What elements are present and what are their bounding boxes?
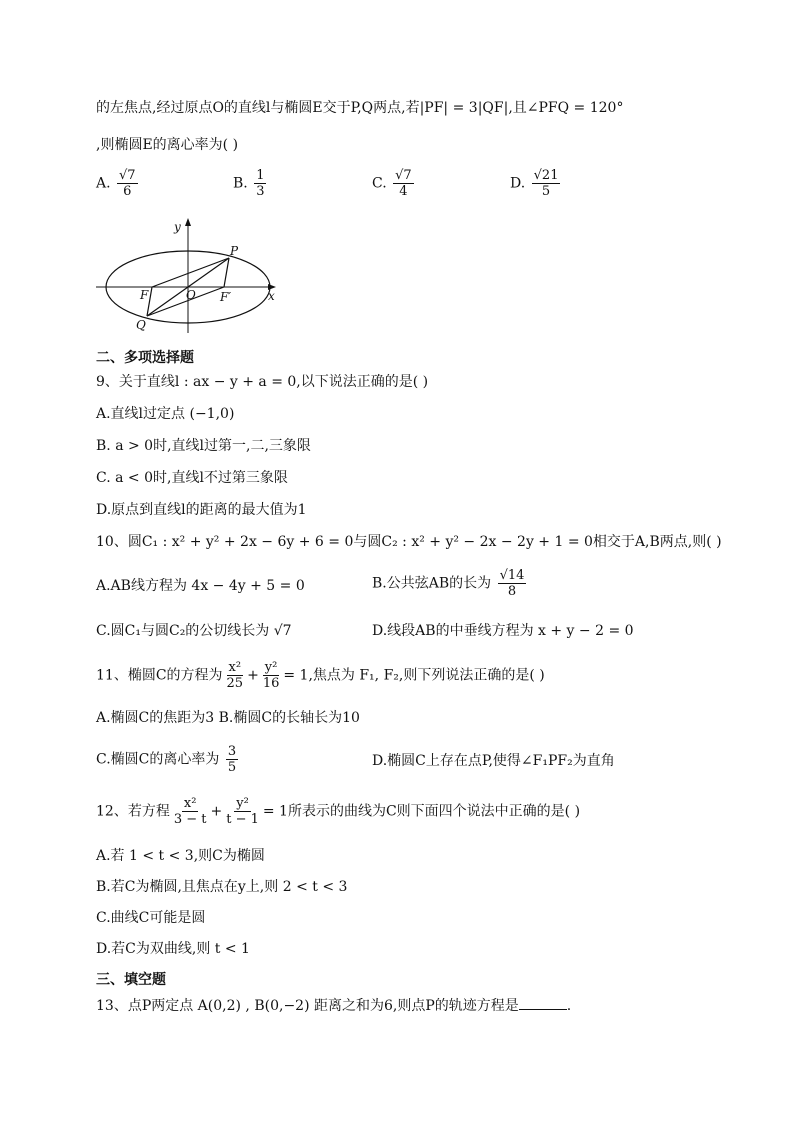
focus-f-label: F — [140, 288, 149, 302]
q9-option-a: A.直线l过定点 (−1,0) — [96, 406, 235, 422]
denominator: 5 — [227, 760, 237, 775]
section-title-fill-in: 三、填空题 — [96, 972, 166, 988]
option-label: A. — [96, 175, 111, 192]
denominator: 6 — [123, 184, 132, 199]
q11-stem-prefix: 11、椭圆C的方程为 — [96, 667, 223, 684]
numerator: x² — [228, 660, 242, 675]
numerator: √14 — [499, 568, 525, 583]
segment-pf-prime — [224, 258, 229, 287]
q9-option-d: D.原点到直线l的距离的最大值为1 — [96, 502, 307, 518]
option-label: D. — [510, 175, 526, 192]
origin-label: O — [186, 288, 196, 302]
y-axis-arrow — [185, 218, 191, 226]
fraction — [224, 796, 261, 827]
denominator: 3 − t — [173, 812, 207, 827]
fraction — [532, 168, 561, 199]
q9-stem: 9、关于直线l : ax − y + a = 0,以下说法正确的是( ) — [96, 374, 429, 390]
q10-option-c: C.圆C₁与圆C₂的公切线长为 √7 — [96, 623, 292, 639]
q11-option-d: D.椭圆C上存在点P,使得∠F₁PF₂为直角 — [372, 753, 615, 769]
fraction — [498, 568, 527, 599]
denominator: 25 — [226, 676, 244, 691]
q8-option-c — [372, 168, 416, 199]
denominator: 4 — [399, 184, 408, 199]
numerator: 1 — [256, 168, 265, 183]
option-label: B. — [233, 175, 248, 192]
denominator: 8 — [507, 584, 517, 599]
denominator: t − 1 — [226, 812, 259, 827]
q13-end: . — [566, 998, 572, 1014]
plus-sign: + — [210, 803, 223, 820]
q10-option-d: D.线段AB的中垂线方程为 x + y − 2 = 0 — [372, 623, 634, 639]
fraction — [261, 660, 282, 691]
fraction — [226, 744, 238, 775]
q10-option-a: A.AB线方程为 4x − 4y + 5 = 0 — [96, 578, 305, 594]
denominator: 16 — [262, 676, 280, 691]
numerator: x² — [183, 796, 197, 811]
q9-option-b: B. a > 0时,直线l过第一,二,三象限 — [96, 438, 311, 454]
y-axis-label: y — [174, 220, 181, 234]
numerator: 3 — [227, 744, 237, 759]
fraction — [172, 796, 209, 827]
q12-option-a: A.若 1 < t < 3,则C为椭圆 — [96, 848, 265, 864]
q12-option-b: B.若C为椭圆,且焦点在y上,则 2 < t < 3 — [96, 879, 348, 895]
q11-stem — [96, 660, 545, 691]
q11-option-c — [96, 744, 240, 775]
fraction — [225, 660, 246, 691]
plus-sign: + — [247, 667, 259, 684]
q8-option-b — [233, 168, 268, 199]
numerator: √7 — [119, 168, 136, 183]
point-p-label: P — [230, 244, 239, 258]
q8-option-d — [510, 168, 562, 199]
denominator: 5 — [541, 184, 551, 199]
q10-stem: 10、圆C₁ : x² + y² + 2x − 6y + 6 = 0与圆C₂ : x² + y² − 2x − 2y + 1 = 0相交于A,B两点,则( ) — [96, 534, 722, 550]
section-title-multiple-choice: 二、多项选择题 — [96, 350, 194, 366]
option-c-prefix: C.椭圆C的离心率为 — [96, 751, 220, 768]
q12-option-d: D.若C为双曲线,则 t < 1 — [96, 941, 250, 957]
fraction — [117, 168, 138, 199]
q8-stem-line2: ,则椭圆E的离心率为( ) — [96, 137, 239, 153]
focus-f-prime-label: F′ — [220, 290, 232, 304]
q13-stem — [96, 995, 571, 1016]
numerator: √21 — [533, 168, 559, 183]
numerator: √7 — [395, 168, 412, 183]
option-label: C. — [372, 175, 387, 192]
q12-option-c: C.曲线C可能是圆 — [96, 910, 206, 926]
q11-stem-suffix: = 1,焦点为 F₁, F₂,则下列说法正确的是( ) — [283, 667, 545, 684]
q8-stem-line1: 的左焦点,经过原点O的直线l与椭圆E交于P,Q两点,若|PF| = 3|QF|,且∠PFQ = 120° — [96, 100, 624, 116]
answer-blank — [519, 995, 567, 1010]
q12-stem-prefix: 12、若方程 — [96, 803, 170, 820]
point-q-label: Q — [136, 318, 146, 332]
q13-stem-text: 13、点P两定点 A(0,2) , B(0,−2) 距离之和为6,则点P的轨迹方程是 — [96, 998, 519, 1014]
q10-option-b — [372, 568, 528, 599]
q9-option-c: C. a < 0时,直线l不过第三象限 — [96, 470, 288, 486]
fraction — [254, 168, 266, 199]
q11-options-ab: A.椭圆C的焦距为3 B.椭圆C的长轴长为10 — [96, 710, 360, 726]
ellipse-figure — [92, 215, 292, 335]
x-axis-label: x — [268, 289, 275, 303]
q8-option-a — [96, 168, 140, 199]
denominator: 3 — [256, 184, 265, 199]
segment-pf — [152, 258, 229, 287]
numerator: y² — [236, 796, 249, 811]
numerator: y² — [264, 660, 278, 675]
option-b-prefix: B.公共弦AB的长为 — [372, 575, 492, 592]
q12-stem — [96, 796, 580, 827]
fraction — [393, 168, 414, 199]
q12-stem-suffix: = 1所表示的曲线为C则下面四个说法中正确的是( ) — [262, 803, 581, 820]
